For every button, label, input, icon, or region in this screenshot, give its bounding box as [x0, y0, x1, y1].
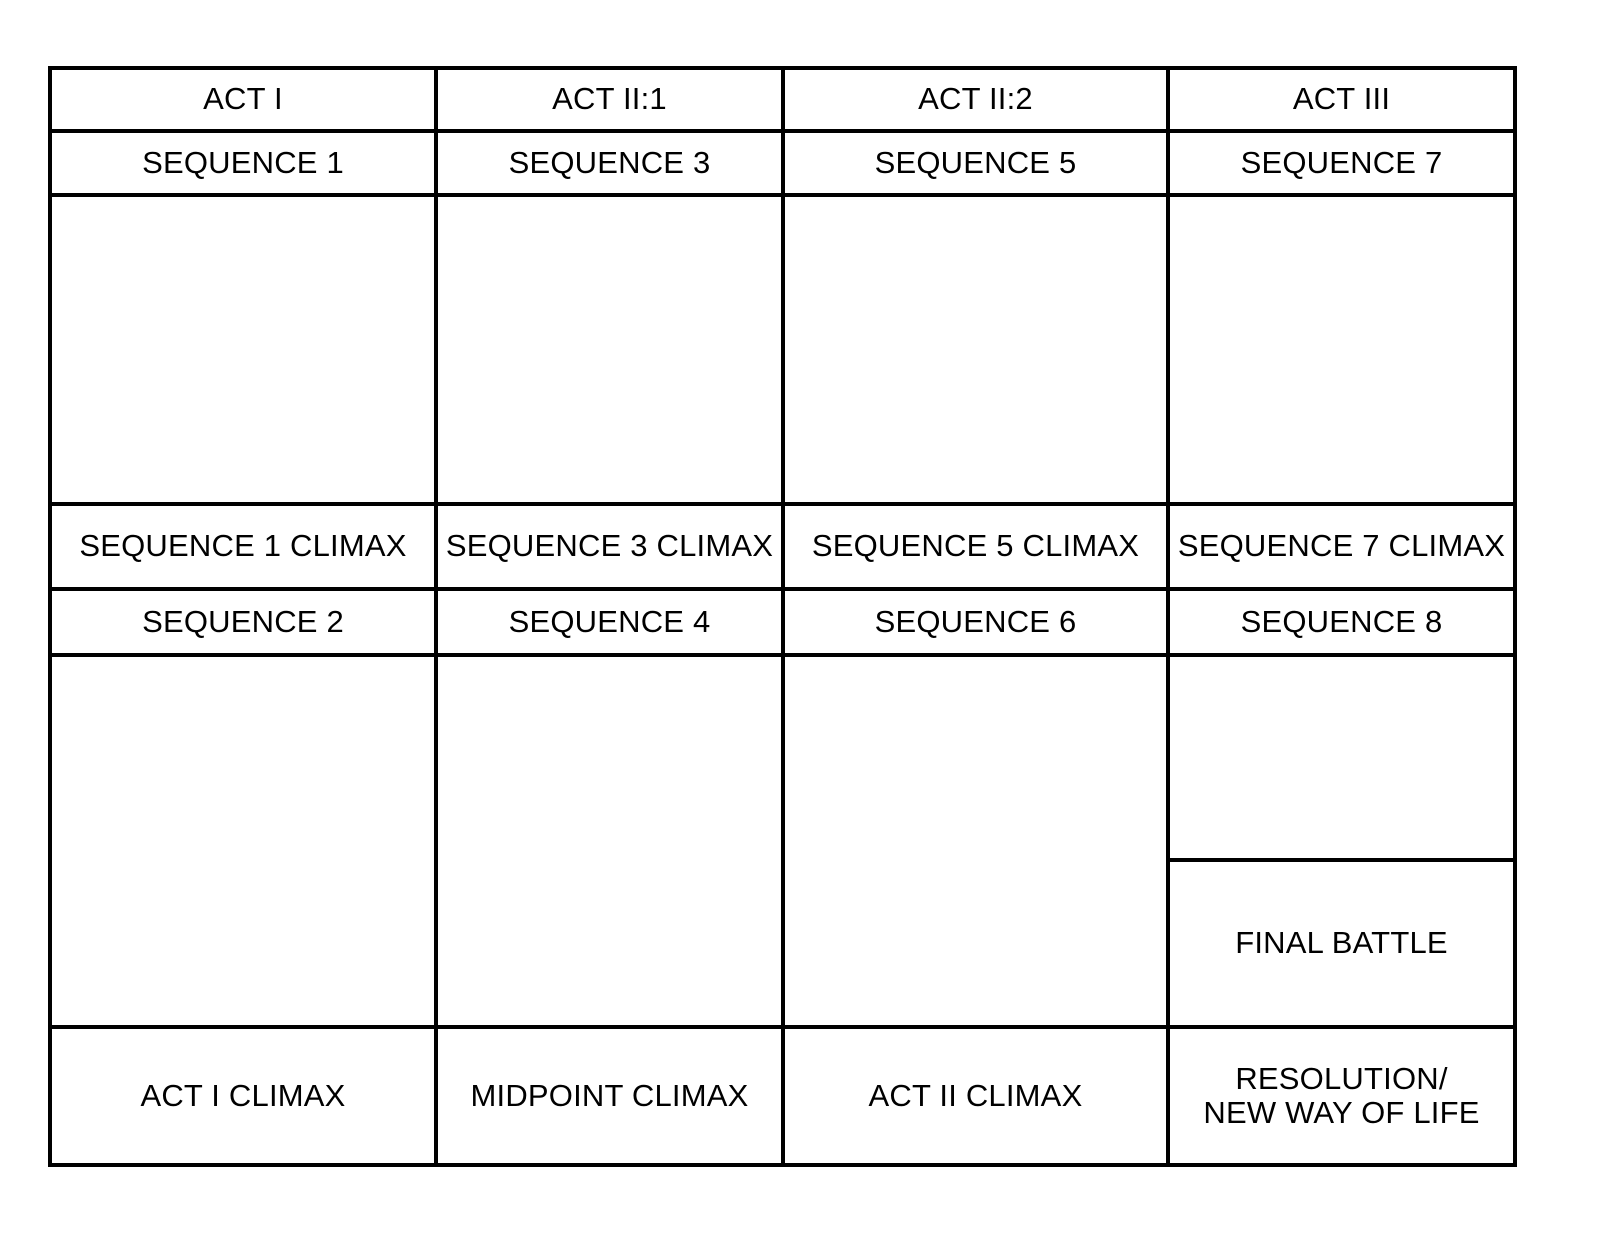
story-structure-grid [48, 66, 1517, 1167]
act-2-climax: ACT II CLIMAX [785, 1029, 1170, 1163]
sequence-3-content-box [438, 197, 785, 506]
resolution [1170, 1029, 1513, 1163]
sequence-6-content-box [785, 657, 1170, 1029]
sequence-3-climax: SEQUENCE 3 CLIMAX [438, 506, 785, 591]
sequence-7-content-box [1170, 197, 1513, 506]
sequence-6-header: SEQUENCE 6 [785, 591, 1170, 657]
sequence-4-content-box [438, 657, 785, 1029]
sequence-8-header: SEQUENCE 8 [1170, 591, 1513, 657]
act-1-climax: ACT I CLIMAX [52, 1029, 438, 1163]
sequence-2-content-box [52, 657, 438, 1029]
act-header-2: ACT II:1 [438, 70, 785, 133]
act-header-1: ACT I [52, 70, 438, 133]
sequence-2-header: SEQUENCE 2 [52, 591, 438, 657]
sequence-5-content-box [785, 197, 1170, 506]
sequence-1-header: SEQUENCE 1 [52, 133, 438, 197]
resolution-line-2: NEW WAY OF LIFE [1203, 1095, 1480, 1130]
sequence-8-content-box [1170, 657, 1513, 862]
sequence-5-climax: SEQUENCE 5 CLIMAX [785, 506, 1170, 591]
act-header-4: ACT III [1170, 70, 1513, 133]
final-battle: FINAL BATTLE [1170, 862, 1513, 1029]
sequence-5-header: SEQUENCE 5 [785, 133, 1170, 197]
midpoint-climax: MIDPOINT CLIMAX [438, 1029, 785, 1163]
sequence-1-content-box [52, 197, 438, 506]
resolution-line-1: RESOLUTION/ [1235, 1060, 1448, 1096]
sequence-4-header: SEQUENCE 4 [438, 591, 785, 657]
sequence-3-header: SEQUENCE 3 [438, 133, 785, 197]
sequence-7-climax: SEQUENCE 7 CLIMAX [1170, 506, 1513, 591]
sequence-1-climax: SEQUENCE 1 CLIMAX [52, 506, 438, 591]
sequence-7-header: SEQUENCE 7 [1170, 133, 1513, 197]
act-header-3: ACT II:2 [785, 70, 1170, 133]
